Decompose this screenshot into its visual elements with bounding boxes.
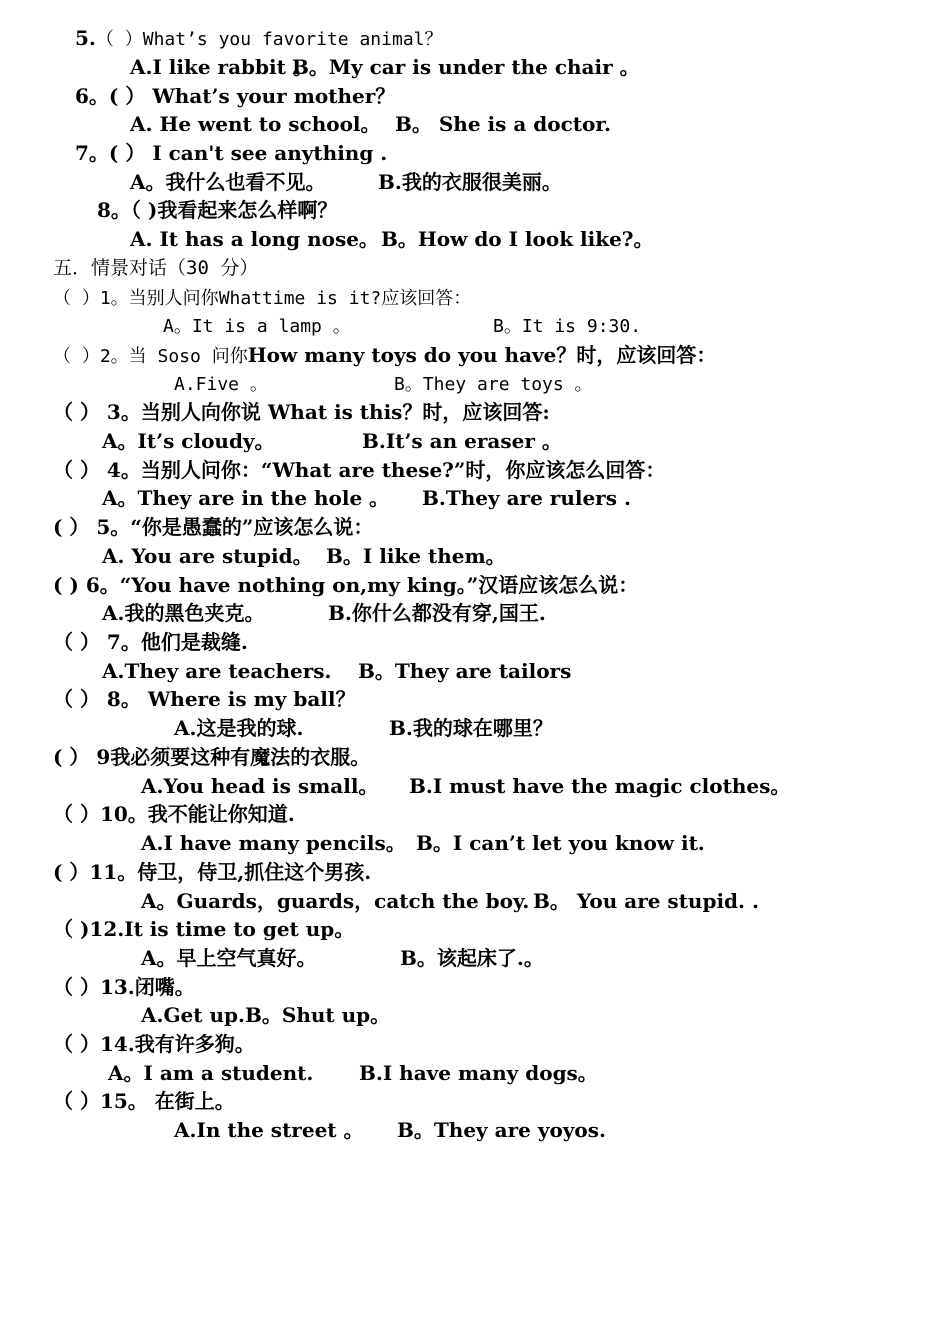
q5-number: 5. xyxy=(75,26,96,50)
item-12-option-a: A。早上空气真好。 xyxy=(141,946,317,970)
dialog-item-2 xyxy=(53,341,716,370)
item-11-question: 侍卫，侍卫,抓住这个男孩. xyxy=(137,860,372,884)
item-11-option-a: A。Guards，guards，catch the boy. xyxy=(141,889,530,913)
dialog-item-15 xyxy=(53,1087,235,1116)
item-13-options xyxy=(141,1001,390,1030)
item-7-prefix[interactable]: （ ） 7。 xyxy=(53,630,141,654)
q6-option-b: B。 She is a doctor. xyxy=(395,112,612,136)
item-8-prefix[interactable]: （ ） 8。 xyxy=(53,687,141,711)
item-12-options xyxy=(141,944,544,973)
item-8-options xyxy=(174,714,553,743)
item-14-option-a: A。I am a student. xyxy=(108,1061,314,1085)
dialog-item-3 xyxy=(53,398,550,427)
item-1-option-b: B。It is 9:30. xyxy=(493,316,642,337)
q5-option-a: A.I like rabbit 。 xyxy=(130,55,313,79)
item-15-option-a: A.In the street 。 xyxy=(174,1118,364,1142)
item-6-prefix[interactable]: ( ) 6。 xyxy=(53,573,120,597)
item-10-options xyxy=(141,829,705,858)
q5-question: What’s you favorite animal？ xyxy=(142,29,443,50)
item-5-prefix[interactable]: ( ） 5。 xyxy=(53,515,131,539)
item-9-option-b: B.I must have the magic clothes。 xyxy=(409,774,791,798)
item-5-option-b: B。I like them。 xyxy=(326,544,506,568)
item-12-question: It is time to get up。 xyxy=(124,917,355,941)
dialog-item-7 xyxy=(53,628,248,657)
item-3-question: What is this？时，应该回答: xyxy=(267,400,550,424)
q5-line xyxy=(75,24,443,53)
item-15-option-b: B。They are yoyos. xyxy=(397,1118,606,1142)
item-8-option-b: B.我的球在哪里？ xyxy=(389,716,553,740)
item-15-prefix[interactable]: （ ）15。 xyxy=(53,1089,148,1113)
dialog-item-1 xyxy=(53,283,471,312)
q8-number[interactable]: 8。（ ) xyxy=(97,198,158,222)
item-15-question: 在街上。 xyxy=(154,1089,235,1113)
q6-option-a: A. He went to school。 xyxy=(130,112,381,136)
q6-line xyxy=(75,82,395,111)
q6-number[interactable]: 6。( ） xyxy=(75,84,146,108)
item-14-option-b: B.I have many dogs。 xyxy=(359,1061,598,1085)
item-8-question: Where is my ball？ xyxy=(147,687,356,711)
item-13-prefix[interactable]: （ ）13. xyxy=(53,975,135,999)
q6-options xyxy=(130,110,612,139)
item-13-question: 闭嘴。 xyxy=(134,975,195,999)
q7-number[interactable]: 7。( ） xyxy=(75,141,146,165)
item-14-question: 我有许多狗。 xyxy=(134,1032,255,1056)
q7-option-b: B.我的衣服很美丽。 xyxy=(378,170,562,194)
q7-line xyxy=(75,139,387,168)
item-1-prefix[interactable]: （ ）1。当别人问你 xyxy=(53,288,219,309)
item-2-question: How many toys do you have？时，应该回答： xyxy=(247,343,717,367)
item-7-option-b: B。They are tailors xyxy=(358,659,572,683)
dialog-item-13 xyxy=(53,973,195,1002)
q8-option-b: B。How do I look like?。 xyxy=(381,227,654,251)
item-10-option-b: B。I can’t let you know it. xyxy=(416,831,705,855)
item-6-option-a: A.我的黑色夹克。 xyxy=(102,601,265,625)
q8-question: 我看起来怎么样啊？ xyxy=(157,198,338,222)
item-11-prefix[interactable]: ( ）11。 xyxy=(53,860,138,884)
dialog-item-6 xyxy=(53,571,638,600)
item-5-question: “你是愚蠢的”应该怎么说： xyxy=(130,515,374,539)
item-9-question: 我必须要这种有魔法的衣服。 xyxy=(110,745,371,769)
item-2-option-b: B。They are toys 。 xyxy=(394,374,593,395)
q8-option-a: A. It has a long nose。 xyxy=(130,227,379,251)
item-11-options xyxy=(141,887,759,916)
item-13-option-ab: A.Get up.B。Shut up。 xyxy=(141,1003,391,1027)
q5-options xyxy=(130,53,640,82)
item-7-options xyxy=(102,657,572,686)
item-5-option-a: A. You are stupid。 xyxy=(102,544,313,568)
item-1-question: Whattime is it?应该回答： xyxy=(218,288,472,309)
item-7-question: 他们是裁缝. xyxy=(140,630,248,654)
item-14-options xyxy=(108,1059,598,1088)
dialog-item-5 xyxy=(53,513,373,542)
item-2-option-a: A.Five 。 xyxy=(174,374,268,395)
q5-option-b: B。My car is under the chair 。 xyxy=(292,55,640,79)
item-12-option-b: B。该起床了.。 xyxy=(400,946,544,970)
item-5-options xyxy=(102,542,506,571)
item-12-prefix[interactable]: （ )12. xyxy=(53,917,125,941)
q7-question: I can't see anything . xyxy=(152,141,388,165)
item-4-prefix[interactable]: （ ） 4。当别人问你： xyxy=(53,458,261,482)
q7-option-a: A。我什么也看不见。 xyxy=(130,170,326,194)
item-15-options xyxy=(174,1116,606,1145)
item-3-options xyxy=(102,427,562,456)
item-3-option-b: B.It’s an eraser 。 xyxy=(362,429,562,453)
item-4-option-a: A。They are in the hole 。 xyxy=(102,486,390,510)
dialog-item-12 xyxy=(53,915,354,944)
item-3-prefix[interactable]: （ ） 3。当别人向你说 xyxy=(53,400,261,424)
item-7-option-a: A.They are teachers. xyxy=(102,659,332,683)
section-heading: 五．情景对话（30 分） xyxy=(53,257,259,279)
item-9-option-a: A.You head is small。 xyxy=(141,774,379,798)
q8-line xyxy=(97,196,337,225)
item-3-option-a: A。It’s cloudy。 xyxy=(102,429,275,453)
item-10-question: 我不能让你知道. xyxy=(147,802,295,826)
item-11-option-b: B。 You are stupid. . xyxy=(533,889,759,913)
item-9-options xyxy=(141,772,791,801)
item-10-prefix[interactable]: （ ）10。 xyxy=(53,802,148,826)
item-1-options xyxy=(163,312,642,341)
dialog-item-4 xyxy=(53,456,665,485)
item-10-option-a: A.I have many pencils。 xyxy=(141,831,406,855)
item-1-option-a: A。It is a lamp 。 xyxy=(163,316,351,337)
q8-options xyxy=(130,225,654,254)
item-4-question: “What are these?”时，你应该怎么回答： xyxy=(260,458,666,482)
item-6-options xyxy=(102,599,546,628)
item-8-option-a: A.这是我的球. xyxy=(174,716,304,740)
dialog-item-9 xyxy=(53,743,370,772)
dialog-item-8 xyxy=(53,685,355,714)
item-6-option-b: B.你什么都没有穿,国王. xyxy=(328,601,546,625)
dialog-item-10 xyxy=(53,800,295,829)
dialog-item-11 xyxy=(53,858,371,887)
item-4-options xyxy=(102,484,631,513)
q5-answer-blank[interactable]: （ ） xyxy=(95,29,143,50)
dialog-item-14 xyxy=(53,1030,255,1059)
q6-question: What’s your mother？ xyxy=(152,84,396,108)
item-14-prefix[interactable]: （ ）14. xyxy=(53,1032,135,1056)
item-2-options xyxy=(174,370,593,399)
q7-options xyxy=(130,168,562,197)
item-6-question: “You have nothing on,my king。”汉语应该怎么说： xyxy=(119,573,639,597)
item-4-option-b: B.They are rulers . xyxy=(422,486,631,510)
item-9-prefix[interactable]: ( ） 9 xyxy=(53,745,111,769)
item-2-prefix[interactable]: （ ）2。当 Soso 问你 xyxy=(53,346,248,367)
